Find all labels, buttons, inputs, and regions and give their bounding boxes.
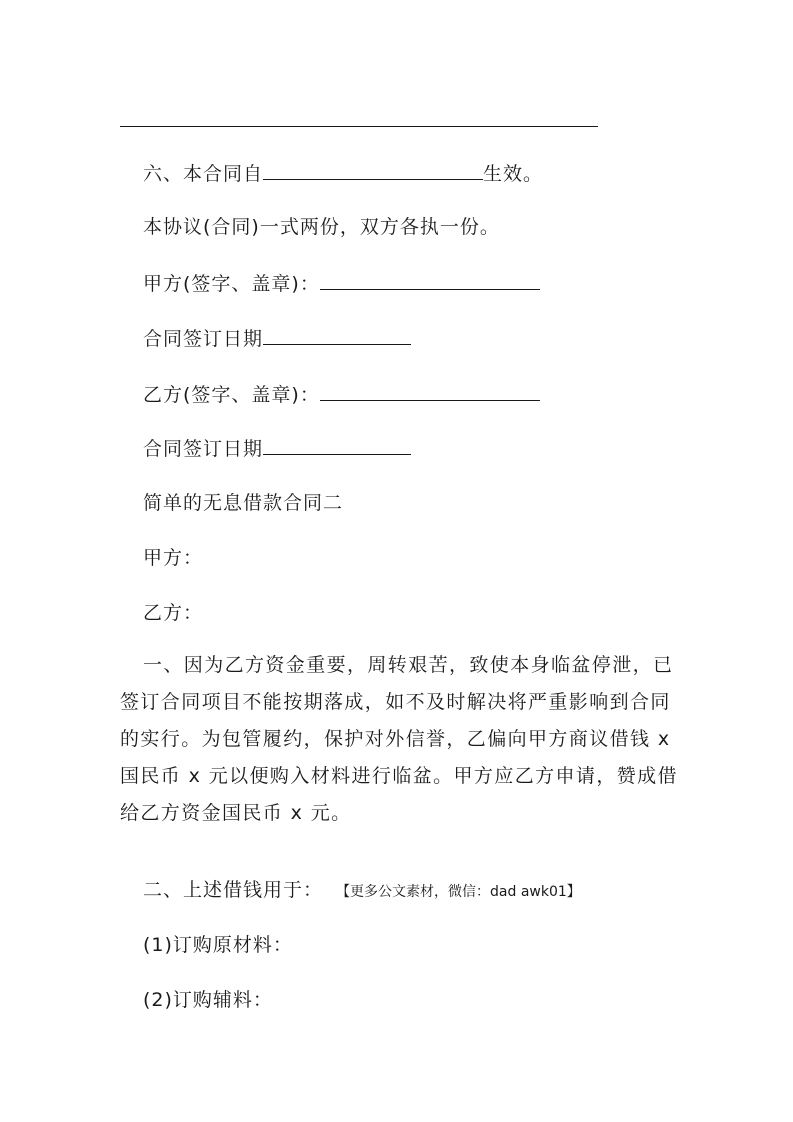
effective-date-suffix: 生效。: [483, 163, 544, 185]
party-b-signature-label: 乙方(签字、盖章)：: [143, 384, 320, 406]
party-a-signature-line: [143, 271, 540, 296]
clause-two-text: 二、上述借钱用于：: [143, 879, 324, 901]
party-a-signature-blank: [320, 271, 540, 290]
contract-two-title: 简单的无息借款合同二: [143, 492, 344, 514]
top-blank-line: [120, 126, 598, 127]
party-a-signature-label: 甲方(签字、盖章)：: [143, 273, 320, 295]
party-a-label: 甲方：: [143, 547, 204, 569]
promo-note: 【更多公文素材，微信：dad awk01】: [343, 884, 581, 900]
party-b-date-line: [143, 436, 411, 461]
clause-one-paragraph: [120, 647, 680, 832]
party-b-date-label: 合同签订日期: [143, 438, 264, 460]
party-b-label: 乙方：: [143, 602, 204, 624]
copies-line: 本协议(合同)一式两份，双方各执一份。: [143, 216, 500, 238]
clause-one-text: 一、因为乙方资金重要，周转艰苦，致使本身临盆停泄，已签订合同项目不能按期落成，如不及时解决将严重影响到合同的实行。为包管履约，保护对外信誉，乙偏向甲方商议借钱 x 国民币 x 元以便购入材料进行临盆。甲方应乙方申请，赞成借给乙方资金国民币 x 元。: [120, 654, 678, 824]
effective-date-prefix: 六、本合同自: [143, 163, 264, 185]
party-a-date-blank: [263, 326, 411, 345]
party-b-date-blank: [263, 436, 411, 455]
effective-date-blank: [263, 161, 483, 180]
item-raw-materials: (1)订购原材料：: [143, 934, 293, 956]
item-auxiliary-materials: (2)订购辅料：: [143, 989, 273, 1011]
clause-two-line: [143, 878, 581, 904]
party-a-date-line: [143, 326, 411, 351]
party-b-signature-blank: [320, 382, 540, 401]
party-b-signature-line: [143, 382, 540, 407]
effective-date-line: [143, 161, 543, 186]
party-a-date-label: 合同签订日期: [143, 328, 264, 350]
